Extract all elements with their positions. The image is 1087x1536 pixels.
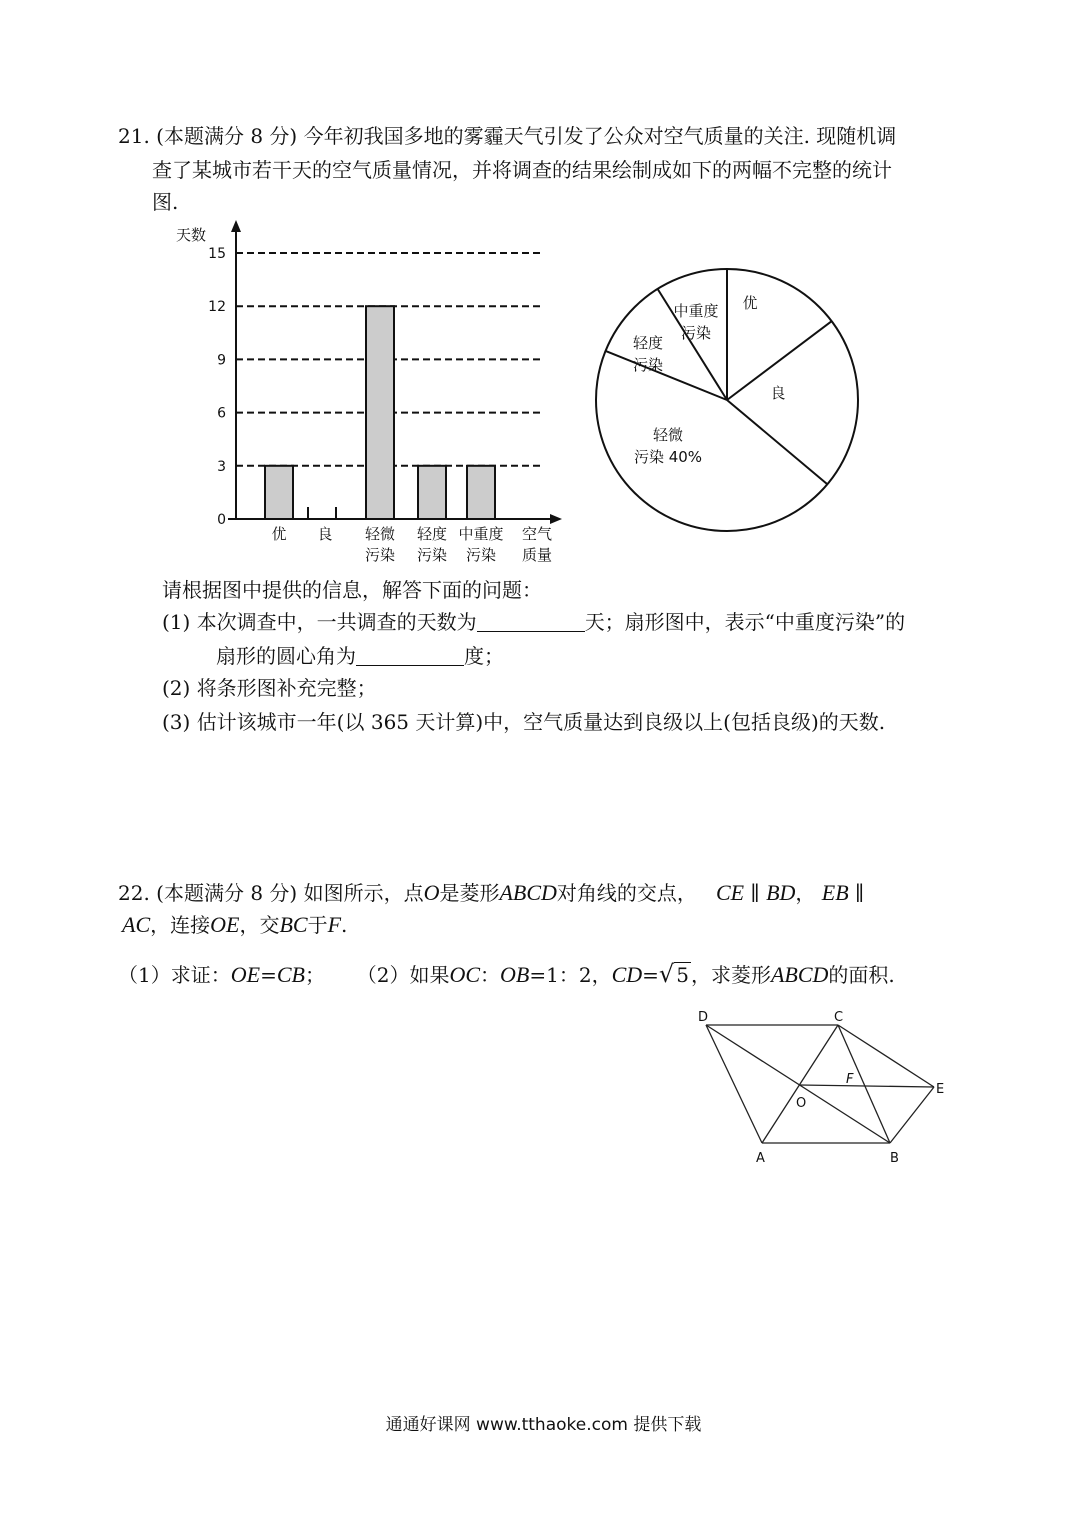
q22-text: 是菱形 bbox=[439, 881, 500, 905]
diagonal-AC bbox=[762, 1025, 838, 1143]
q22-part2: （2）如果 bbox=[356, 963, 450, 987]
q22-part1: （1）求证： bbox=[118, 963, 231, 987]
y-tick-label: 15 bbox=[208, 246, 226, 262]
rhombus-figure bbox=[690, 1005, 960, 1180]
label-B: B bbox=[890, 1151, 899, 1166]
y-axis-label: 天数 bbox=[176, 226, 207, 244]
label-O: O bbox=[796, 1096, 807, 1111]
punct: . bbox=[341, 913, 348, 937]
bar-chart bbox=[170, 218, 570, 568]
edge-EB bbox=[890, 1087, 934, 1143]
bar bbox=[366, 306, 394, 519]
q22-text: ，交 bbox=[239, 913, 280, 937]
x-tick-label: 轻度 bbox=[416, 525, 448, 543]
math-OB: OB bbox=[500, 962, 530, 987]
x-tick-label: 中重度 bbox=[458, 525, 504, 543]
math-CB: CB bbox=[276, 962, 305, 987]
label-C: C bbox=[834, 1010, 844, 1025]
math-OC: OC bbox=[449, 962, 481, 987]
q22-text: 对角线的交点， bbox=[556, 881, 697, 905]
sqrt-radical: √ bbox=[658, 960, 675, 988]
x-axis-label: 空气 bbox=[521, 525, 553, 543]
slice-label: 优 bbox=[742, 294, 758, 312]
x-tick-label: 污染 bbox=[416, 546, 448, 564]
q21-part2: (2) 将条形图补充完整； bbox=[162, 676, 377, 700]
label-A: A bbox=[756, 1151, 765, 1166]
q22-line2 bbox=[122, 914, 347, 936]
math-BD: BD bbox=[766, 880, 796, 905]
sqrt-radicand: 5 bbox=[676, 963, 689, 987]
math-OE: OE bbox=[210, 912, 240, 937]
y-tick-label: 0 bbox=[217, 512, 226, 528]
label-E: E bbox=[936, 1082, 945, 1097]
y-tick-label: 6 bbox=[217, 405, 226, 422]
ratio-text: =1：2， bbox=[529, 963, 612, 987]
math-EB: EB bbox=[821, 880, 849, 905]
bar bbox=[418, 466, 446, 519]
q21-line2: 查了某城市若干天的空气质量情况，并将调查的结果绘制成如下的两幅不完整的统计 bbox=[152, 158, 892, 182]
q22-text: 的面积. bbox=[828, 963, 895, 987]
x-tick-label: 污染 bbox=[465, 546, 497, 564]
q21-line3: 图. bbox=[152, 190, 179, 214]
q21-part3: (3) 估计该城市一年(以 365 天计算)中，空气质量达到良级以上(包括良级)的天数. bbox=[162, 710, 886, 734]
math-AC: AC bbox=[122, 912, 151, 937]
answer-blank-days[interactable] bbox=[477, 613, 585, 632]
equals-sign: = bbox=[260, 963, 277, 987]
y-tick-label: 9 bbox=[217, 352, 226, 369]
bar bbox=[467, 466, 495, 519]
q22-text: ，连接 bbox=[150, 913, 211, 937]
q21-prompt: 请根据图中提供的信息，解答下面的问题： bbox=[162, 578, 542, 602]
slice-label: 良 bbox=[770, 384, 786, 402]
q22-number: 22. (本题满分 8 分) 如图所示，点 bbox=[118, 881, 424, 905]
math-BC: BC bbox=[279, 912, 308, 937]
punct: ； bbox=[304, 963, 325, 987]
slice-label: 污染 bbox=[632, 356, 664, 374]
math-CD: CD bbox=[611, 962, 643, 987]
q21-part1-text-a: (1) 本次调查中，一共调查的天数为 bbox=[162, 610, 477, 634]
parallel-symbol: ∥ bbox=[750, 881, 760, 905]
x-tick-label: 优 bbox=[271, 525, 287, 543]
answer-blank-angle[interactable] bbox=[356, 647, 464, 666]
punct: ， bbox=[795, 881, 816, 905]
q21-part1-line1 bbox=[162, 612, 905, 632]
pie-chart bbox=[590, 262, 870, 542]
math-O: O bbox=[423, 880, 440, 905]
x-axis-arrow bbox=[550, 514, 562, 524]
math-CE: CE bbox=[716, 880, 745, 905]
segment-OE bbox=[800, 1085, 934, 1087]
slice-label: 污染 40% bbox=[633, 448, 703, 466]
q22-line3 bbox=[118, 962, 895, 986]
label-F: F bbox=[846, 1072, 854, 1087]
x-axis-label: 质量 bbox=[521, 546, 553, 564]
label-D: D bbox=[698, 1010, 709, 1025]
parallel-symbol: ∥ bbox=[855, 881, 865, 905]
footer-source: 通通好课网 www.tthaoke.com 提供下载 bbox=[385, 1415, 702, 1435]
math-F: F bbox=[327, 912, 342, 937]
q21-line1: 21. (本题满分 8 分) 今年初我国多地的雾霾天气引发了公众对空气质量的关注. 现随机调 bbox=[118, 124, 897, 148]
q21-part1-text-c: 扇形的圆心角为 bbox=[216, 644, 356, 668]
bar bbox=[265, 466, 293, 519]
q21-part1-text-b: 天；扇形图中，表示“中重度污染”的 bbox=[584, 610, 906, 634]
y-tick-label: 12 bbox=[208, 299, 226, 316]
slice-label: 轻度 bbox=[632, 334, 664, 352]
math-ABCD: ABCD bbox=[770, 962, 829, 987]
q22-text: 于 bbox=[307, 913, 328, 937]
q21-part1-text-d: 度； bbox=[464, 644, 504, 668]
x-tick-label: 污染 bbox=[364, 546, 396, 564]
y-axis-arrow bbox=[231, 220, 241, 232]
punct: ： bbox=[480, 963, 501, 987]
q21-part1-line2 bbox=[216, 646, 504, 666]
q22-line1 bbox=[118, 882, 864, 904]
equals-sign: = bbox=[642, 963, 659, 987]
y-tick-label: 3 bbox=[217, 458, 226, 475]
x-tick-label: 良 bbox=[317, 525, 333, 543]
x-tick-label: 轻微 bbox=[364, 525, 396, 543]
slice-label: 污染 bbox=[680, 324, 712, 342]
math-OE: OE bbox=[230, 962, 261, 987]
slice-label: 轻微 bbox=[652, 426, 684, 444]
slice-label: 中重度 bbox=[673, 302, 719, 320]
q22-text: ，求菱形 bbox=[690, 963, 771, 987]
math-ABCD: ABCD bbox=[499, 880, 557, 905]
